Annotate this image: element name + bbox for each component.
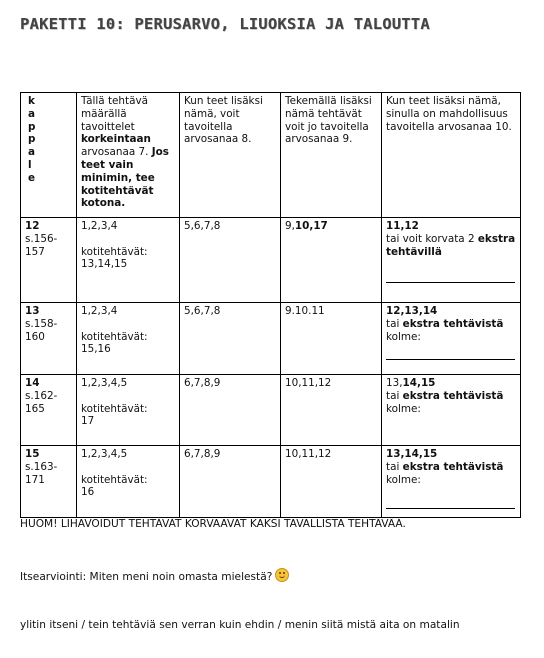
tasks-cell (77, 446, 180, 518)
tasks-cell (77, 375, 180, 446)
table-header-row (21, 93, 521, 218)
homework-value: 17 (81, 415, 95, 428)
chapter-number: 13 (25, 305, 40, 317)
note-text: HUOM! LIHAVOIDUT TEHTÄVÄT KORVAAVAT KAKSI TAVALLISTA TEHTÄVÄÄ. (20, 518, 406, 530)
homework-label: kotitehtävät: (81, 330, 148, 343)
chapter-header (21, 93, 77, 218)
grade8-cell: 5,6,7,8 (180, 218, 281, 303)
table-row (21, 375, 521, 446)
grade8-header: Kun teet lisäksi nämä, voit tavoitella arvosanaa 8. (180, 93, 281, 218)
tasks-cell (77, 303, 180, 375)
grade10-text: tai (386, 389, 400, 402)
grade9-cell: 10,11,12 (281, 446, 382, 518)
answer-line (386, 508, 515, 509)
grade8-cell: 5,6,7,8 (180, 303, 281, 375)
table-row (21, 218, 521, 303)
chapter-pages: s.156-157 (25, 232, 58, 258)
chapter-cell (21, 303, 77, 375)
tasks-value: 1,2,3,4,5 (81, 448, 128, 460)
chapter-cell (21, 375, 77, 446)
grade10-bold: 11,12 (386, 220, 419, 232)
chapter-cell (21, 218, 77, 303)
grade10-tail: kolme: (386, 402, 421, 415)
tasks-value: 1,2,3,4 (81, 305, 118, 317)
grade10-cell (382, 446, 521, 518)
grade10-bold: 14,15 (402, 377, 436, 389)
header-letter: k (28, 95, 35, 107)
grade9-bold: 10,17 (294, 220, 328, 232)
grade10-cell (382, 218, 521, 303)
tasks-value: 1,2,3,4 (81, 220, 118, 232)
grade10-bold-text: ekstra tehtävillä (386, 232, 516, 258)
tasks-value: 1,2,3,4,5 (81, 377, 128, 389)
grade10-bold: 12,13,14 (386, 305, 438, 317)
task-table (20, 92, 521, 518)
chapter-pages: s.162-165 (25, 389, 58, 415)
chapter-number: 12 (25, 220, 40, 232)
grade9-normal: 9, (285, 220, 295, 232)
grade10-bold-text: ekstra tehtävistä (402, 460, 504, 473)
header-bold: korkeintaan (81, 133, 151, 146)
grade10-cell (382, 303, 521, 375)
grade10-cell (382, 375, 521, 446)
grade9-cell (281, 218, 382, 303)
header-letter: l (28, 158, 32, 171)
table-row (21, 303, 521, 375)
grade9-cell: 9.10.11 (281, 303, 382, 375)
chapter-number: 15 (25, 448, 40, 460)
homework-label: kotitehtävät: (81, 473, 148, 486)
homework-value: 16 (81, 486, 95, 499)
tasks-cell (77, 218, 180, 303)
chapter-cell (21, 446, 77, 518)
header-letter: a (28, 107, 36, 120)
grade10-tail: kolme: (386, 473, 421, 486)
homework-label: kotitehtävät: (81, 245, 148, 258)
chapter-number: 14 (25, 377, 40, 389)
grade10-bold-text: ekstra tehtävistä (402, 317, 504, 330)
homework-label: kotitehtävät: (81, 402, 148, 415)
grade10-text: tai voit korvata 2 (386, 232, 475, 245)
answer-line (386, 282, 515, 283)
self-evaluation-question: Itsearviointi: Miten meni noin omasta mielestä? (20, 571, 273, 583)
header-letter: a (28, 146, 36, 159)
homework-value: 13,14,15 (81, 258, 128, 271)
page-title: PAKETTI 10: PERUSARVO, LIUOKSIA JA TALOUTTA (20, 15, 430, 33)
grade8-cell: 6,7,8,9 (180, 375, 281, 446)
grade9-cell: 10,11,12 (281, 375, 382, 446)
header-letter: p (28, 120, 36, 133)
table-row (21, 446, 521, 518)
grade8-cell: 6,7,8,9 (180, 446, 281, 518)
grade10-header: Kun teet lisäksi nämä, sinulla on mahdollisuus tavoitella arvosanaa 10. (382, 93, 521, 218)
chapter-pages: s.158-160 (25, 317, 58, 343)
chapter-pages: s.163-171 (25, 460, 58, 486)
header-text: arvosanaa 7. (81, 146, 149, 159)
grade10-bold: 13,14,15 (386, 448, 438, 460)
header-bold: Jos teet vain minimin, tee kotitehtävät kotona. (81, 146, 169, 210)
header-letter: e (28, 171, 36, 184)
header-letter: p (28, 133, 36, 146)
minimum-header (77, 93, 180, 218)
grade10-text: tai (386, 317, 400, 330)
grade10-text: tai (386, 460, 400, 473)
header-text: Tällä tehtävä määrällä tavoittelet (81, 95, 148, 133)
self-evaluation (20, 568, 289, 583)
self-evaluation-options: ylitin itseni / tein tehtäviä sen verran kuin ehdin / menin siitä mistä aita on matalin (20, 619, 460, 631)
answer-line (386, 359, 515, 360)
grade9-header: Tekemällä lisäksi nämä tehtävät voit jo tavoitella arvosanaa 9. (281, 93, 382, 218)
grade10-bold-text: ekstra tehtävistä (402, 389, 504, 402)
homework-value: 15,16 (81, 343, 111, 356)
grade10-normal: 13, (386, 377, 403, 389)
smiley-icon (275, 568, 289, 582)
grade10-tail: kolme: (386, 330, 421, 343)
